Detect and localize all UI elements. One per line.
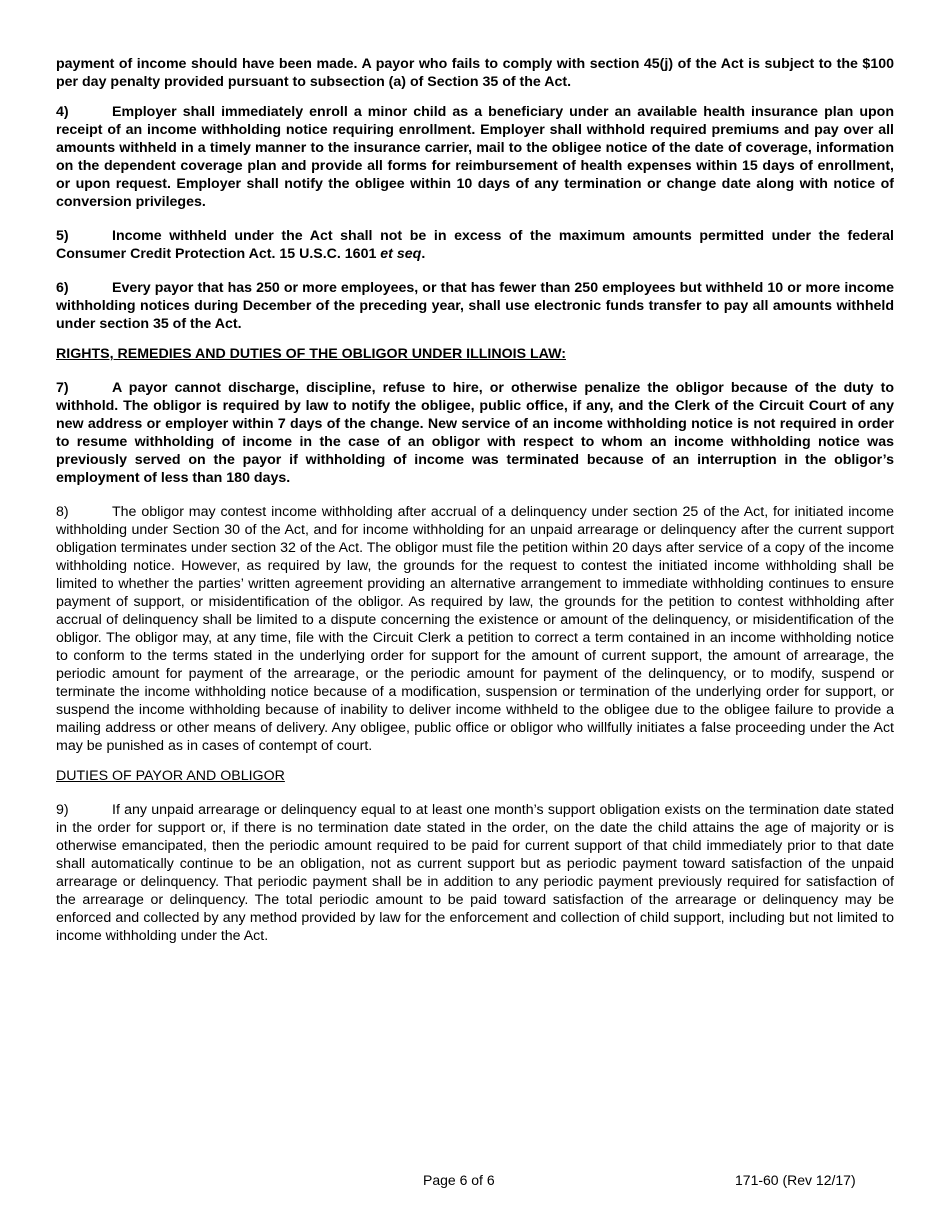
form-number: 171-60 (Rev 12/17) xyxy=(735,1172,856,1188)
item-7 xyxy=(56,379,894,487)
item-text-end: . xyxy=(421,246,426,262)
item-4 xyxy=(56,103,894,211)
item-text: Income withheld under the Act shall not be in excess of the maximum amounts permitted under the federal Consumer Credit Protection Act. 15 U.S.C. 1601 xyxy=(56,228,894,262)
heading-duties: DUTIES OF PAYOR AND OBLIGOR xyxy=(56,768,285,784)
item-5 xyxy=(56,227,894,263)
item-text: If any unpaid arrearage or delinquency equal to at least one month’s support obligation exists on the termination date stated in the order for support or, if there is no termination date stated in the order, on the date the child attains the age of majority or is otherwise emancipated, then the periodic amount required to be paid for current support of that child immediately prior to that date shall automatically continue to be an obligation, not as current support but as periodic payment toward satisfaction of the unpaid arrearage or delinquency. That periodic payment shall be in addition to any periodic payment previously required for satisfaction of the arrearage or delinquency. The total periodic amount to be paid toward satisfaction of the arrearage or delinquency may be enforced and collected by any method provided by law for the enforcement and collection of child support, including but not limited to income withholding under the Act. xyxy=(56,802,894,944)
item-italic: et seq xyxy=(380,246,422,262)
item-number: 5) xyxy=(56,228,69,244)
item-8 xyxy=(56,503,894,755)
item-6 xyxy=(56,279,894,333)
heading-obligor-rights: RIGHTS, REMEDIES AND DUTIES OF THE OBLIGOR UNDER ILLINOIS LAW: xyxy=(56,346,566,362)
item-number: 7) xyxy=(56,380,69,396)
item-number: 4) xyxy=(56,104,69,120)
item-text: Employer shall immediately enroll a minor child as a beneficiary under an available health insurance plan upon receipt of an income withholding notice requiring enrollment. Employer shall withhold required premiums and pay over all amounts withheld in a timely manner to the insurance carrier, mail to the obligee notice of the date of coverage, information on the dependent coverage plan and provide all forms for reimbursement of health expenses within 15 days of enrollment, or upon request. Employer shall notify the obligee within 10 days of any termination or change date along with notice of conversion privileges. xyxy=(56,104,894,210)
intro-paragraph: payment of income should have been made. A payor who fails to comply with section 45(j) of the Act is subject to the $100 per day penalty provided pursuant to subsection (a) of Section 35 of the Act. xyxy=(56,56,894,90)
page-number: Page 6 of 6 xyxy=(423,1172,495,1188)
item-text: A payor cannot discharge, discipline, refuse to hire, or otherwise penalize the obligor because of the duty to withhold. The obligor is required by law to notify the obligee, public office, if any, and the Clerk of the Circuit Court of any new address or employer within 7 days of the change. New service of an income withholding notice is not required in order to resume withholding of income in the case of an obligor with respect to whom an income withholding notice was previously served on the payor if withholding of income was terminated because of an interruption in the obligor’s employment of less than 180 days. xyxy=(56,380,894,486)
document-page xyxy=(56,55,894,945)
item-9 xyxy=(56,801,894,945)
item-text: The obligor may contest income withholding after accrual of a delinquency under section 25 of the Act, for initiated income withholding under Section 30 of the Act, and for income withholding for an unpaid arrearage or delinquency after the current support obligation terminates under section 32 of the Act. The obligor must file the petition within 20 days after service of a copy of the income withholding notice. However, as required by law, the grounds for the request to contest the initiated income withholding shall be limited to whether the parties’ written agreement providing an alternative arrangement to immediate withholding continues to ensure payment of support, or misidentification of the obligor. As required by law, the grounds for the petition to contest withholding after accrual of delinquency shall be limited to a dispute concerning the existence or amount of the delinquency, or misidentification of the obligor. The obligor may, at any time, file with the Circuit Clerk a petition to correct a term contained in an income withholding notice to conform to the terms stated in the underlying order for support for the amount of current support, the amount of arrearage, the periodic amount for payment of the arrearage, or the periodic amount for payment of the delinquency, or to modify, suspend or terminate the income withholding notice because of a modification, suspension or termination of the underlying order for support, or suspend the income withholding because of inability to deliver income withheld to the obligee due to the obligee failure to provide a mailing address or other means of delivery. Any obligee, public office or obligor who willfully initiates a false proceeding under the Act may be punished as in cases of contempt of court. xyxy=(56,504,894,754)
item-text: Every payor that has 250 or more employees, or that has fewer than 250 employees but withheld 10 or more income withholding notices during December of the preceding year, shall use electronic funds transfer to pay all amounts withheld under section 35 of the Act. xyxy=(56,280,894,332)
item-number: 9) xyxy=(56,802,69,818)
item-number: 6) xyxy=(56,280,69,296)
item-number: 8) xyxy=(56,504,69,520)
